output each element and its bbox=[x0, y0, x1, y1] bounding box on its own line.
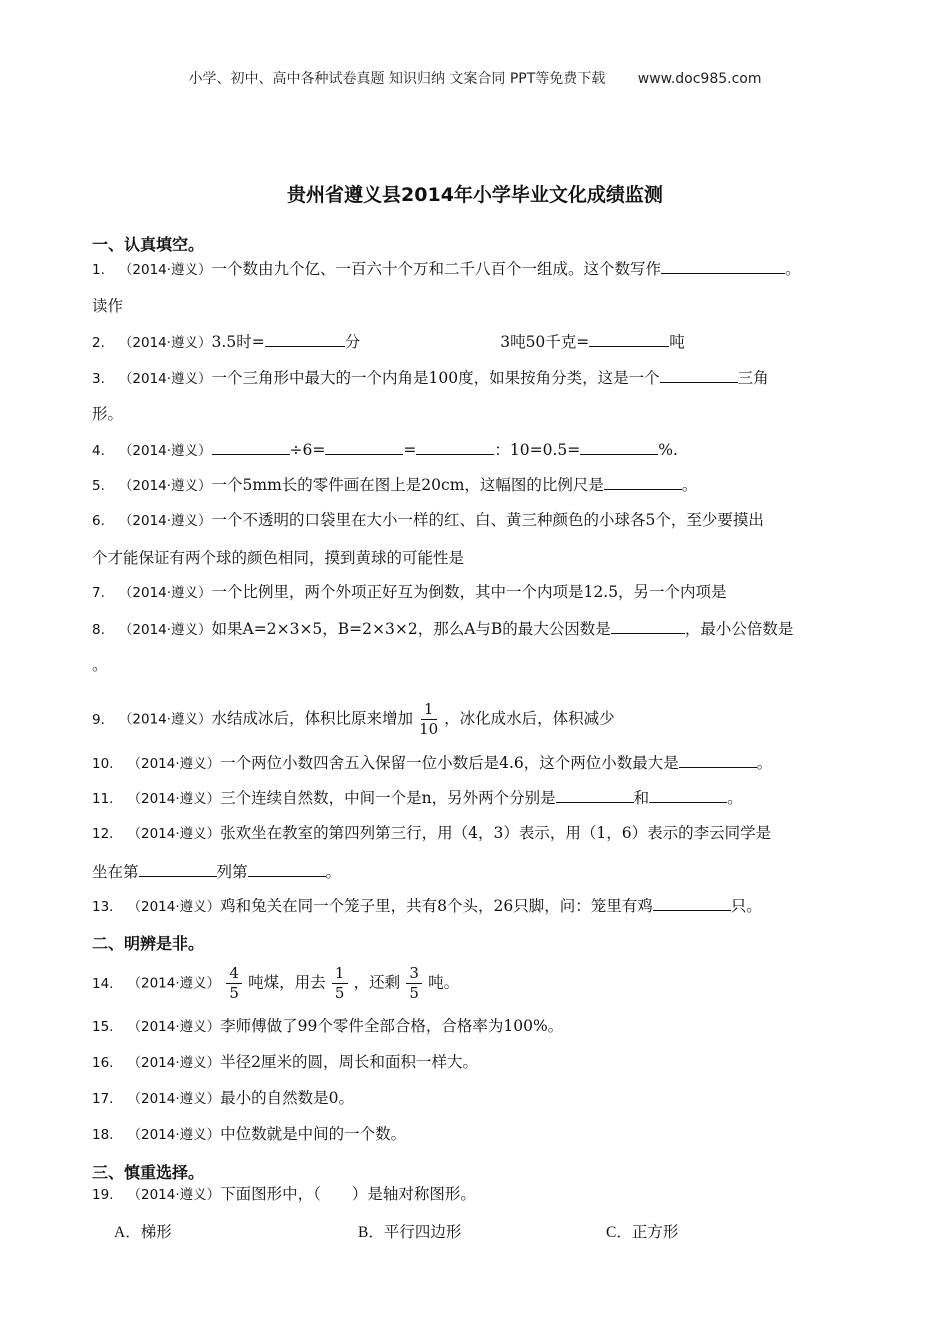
question-8-cont: 。 bbox=[92, 656, 108, 674]
question-source: （2014·遵义） bbox=[118, 335, 212, 351]
question-12: 12. （2014·遵义）张欢坐在教室的第四列第三行，用（4，3）表示，用（1，6）表示的李云同学是 bbox=[92, 824, 772, 842]
question-number: 14. bbox=[92, 975, 114, 992]
header-text: 小学、初中、高中各种试卷真题 知识归纳 文案合同 PPT等免费下载 bbox=[188, 71, 606, 87]
question-source: （2014·遵义） bbox=[118, 622, 212, 638]
answer-blank[interactable] bbox=[660, 365, 738, 383]
question-number: 12. bbox=[92, 826, 114, 842]
question-5: 5. （2014·遵义）一个5mm长的零件画在图上是20cm，这幅图的比例尺是 。 bbox=[92, 472, 697, 498]
answer-blank[interactable] bbox=[139, 859, 217, 877]
question-15: 15. （2014·遵义）李师傅做了99个零件全部合格，合格率为100%。 bbox=[92, 1017, 564, 1035]
answer-blank[interactable] bbox=[416, 437, 494, 455]
question-number: 9. bbox=[92, 711, 105, 728]
fraction: $\frac{1}{10}$ bbox=[419, 700, 439, 738]
question-source: （2014·遵义） bbox=[118, 443, 212, 459]
answer-blank[interactable] bbox=[589, 329, 669, 347]
question-number: 13. bbox=[92, 899, 114, 915]
section-3-heading: 三、慎重选择。 bbox=[92, 1163, 205, 1182]
question-1: 1. （2014·遵义）一个数由九个亿、一百六十个万和二千八百个一组成。这个数写作 。 bbox=[92, 256, 801, 282]
question-number: 5. bbox=[92, 478, 105, 494]
answer-blank[interactable] bbox=[248, 859, 326, 877]
question-number: 18. bbox=[92, 1127, 114, 1143]
question-number: 19. bbox=[92, 1187, 114, 1203]
answer-blank[interactable] bbox=[611, 616, 685, 634]
question-source: （2014·遵义） bbox=[118, 478, 212, 494]
question-11: 11. （2014·遵义）三个连续自然数，中间一个是n，另外两个分别是 和 。 bbox=[92, 785, 743, 811]
question-number: 11. bbox=[92, 791, 114, 807]
section-1-heading: 一、认真填空。 bbox=[92, 235, 205, 254]
fraction: $\frac{1}{5}$ bbox=[332, 964, 348, 1003]
question-source: （2014·遵义） bbox=[127, 1091, 221, 1107]
question-source: （2014·遵义） bbox=[127, 791, 221, 807]
fraction: $\frac{3}{5}$ bbox=[406, 964, 422, 1003]
question-source: （2014·遵义） bbox=[118, 513, 212, 529]
question-number: 15. bbox=[92, 1019, 114, 1035]
page-title: 贵州省遵义县2014年小学毕业文化成绩监测 bbox=[287, 184, 663, 206]
page-header bbox=[0, 68, 950, 88]
question-number: 16. bbox=[92, 1055, 114, 1071]
option-c[interactable]: C．正方形 bbox=[606, 1223, 679, 1241]
question-19: 19. （2014·遵义）下面图形中，（ ）是轴对称图形。 bbox=[92, 1185, 476, 1203]
question-number: 2. bbox=[92, 335, 105, 351]
question-source: （2014·遵义） bbox=[127, 1019, 221, 1035]
question-number: 3. bbox=[92, 371, 105, 387]
question-source: （2014·遵义） bbox=[127, 1127, 221, 1143]
section-2-heading: 二、明辨是非。 bbox=[92, 934, 205, 953]
answer-blank[interactable] bbox=[653, 893, 731, 911]
question-source: （2014·遵义） bbox=[127, 1055, 221, 1071]
question-17: 17. （2014·遵义）最小的自然数是0。 bbox=[92, 1089, 355, 1107]
question-14: 14. （2014·遵义） $\frac{4}{5}$ 吨煤，用去 $\frac{1}{5}$ ，还剩 $\frac{3}{5}$ 吨。 bbox=[92, 964, 460, 1002]
question-source: （2014·遵义） bbox=[127, 826, 221, 842]
question-source: （2014·遵义） bbox=[118, 371, 212, 387]
question-12-cont: 坐在第 列第 。 bbox=[92, 859, 341, 884]
question-18: 18. （2014·遵义）中位数就是中间的一个数。 bbox=[92, 1125, 407, 1143]
fraction: $\frac{4}{5}$ bbox=[226, 964, 242, 1003]
question-number: 6. bbox=[92, 513, 105, 529]
answer-blank[interactable] bbox=[212, 437, 290, 455]
question-7: 7. （2014·遵义）一个比例里，两个外项正好互为倒数，其中一个内项是12.5，另一个内项是 bbox=[92, 583, 727, 601]
option-a[interactable]: A．梯形 bbox=[114, 1223, 172, 1241]
question-8: 8. （2014·遵义）如果A=2×3×5，B=2×3×2，那么A与B的最大公因数是 ，最小公倍数是 bbox=[92, 616, 793, 642]
question-3-cont: 形。 bbox=[92, 405, 124, 423]
answer-blank[interactable] bbox=[580, 437, 658, 455]
answer-blank[interactable] bbox=[556, 785, 634, 803]
answer-blank[interactable] bbox=[325, 437, 403, 455]
question-10: 10. （2014·遵义）一个两位小数四舍五入保留一位小数后是4.6，这个两位小数最大是 。 bbox=[92, 750, 772, 776]
question-source: （2014·遵义） bbox=[127, 756, 221, 772]
question-number: 10. bbox=[92, 756, 114, 772]
question-9: 9. （2014·遵义）水结成冰后，体积比原来增加 $\frac{1}{10}$ ，冰化成水后，体积减少 bbox=[92, 700, 615, 738]
question-3: 3. （2014·遵义）一个三角形中最大的一个内角是100度，如果按角分类，这是一个 三角 bbox=[92, 365, 769, 391]
question-source: （2014·遵义） bbox=[118, 585, 212, 601]
question-source: （2014·遵义） bbox=[127, 899, 221, 915]
question-number: 1. bbox=[92, 262, 105, 278]
question-16: 16. （2014·遵义）半径2厘米的圆，周长和面积一样大。 bbox=[92, 1053, 479, 1071]
answer-blank[interactable] bbox=[661, 256, 785, 274]
header-url[interactable]: www.doc985.com bbox=[637, 71, 762, 87]
answer-blank[interactable] bbox=[649, 785, 727, 803]
question-number: 4. bbox=[92, 443, 105, 459]
question-4: 4. （2014·遵义） ÷6= = ：10=0.5= %. bbox=[92, 437, 678, 463]
option-b[interactable]: B．平行四边形 bbox=[358, 1223, 462, 1241]
question-2: 2. （2014·遵义）3.5时= 分 3吨50千克= 吨 bbox=[92, 329, 685, 355]
question-source: （2014·遵义） bbox=[127, 1187, 221, 1203]
answer-blank[interactable] bbox=[265, 329, 345, 347]
question-number: 8. bbox=[92, 622, 105, 638]
question-6: 6. （2014·遵义）一个不透明的口袋里在大小一样的红、白、黄三种颜色的小球各5个，至少要摸出 bbox=[92, 511, 764, 529]
question-number: 7. bbox=[92, 585, 105, 601]
question-source: （2014·遵义） bbox=[118, 711, 212, 728]
answer-blank[interactable] bbox=[679, 750, 757, 768]
question-1-cont: 读作 bbox=[92, 297, 124, 315]
question-number: 17. bbox=[92, 1091, 114, 1107]
question-13: 13. （2014·遵义）鸡和兔关在同一个笼子里，共有8个头，26只脚，问：笼里有鸡 只。 bbox=[92, 893, 762, 919]
question-6-cont: 个才能保证有两个球的颜色相同，摸到黄球的可能性是 bbox=[92, 549, 465, 567]
question-source: （2014·遵义） bbox=[127, 975, 221, 992]
question-source: （2014·遵义） bbox=[118, 262, 212, 278]
answer-blank[interactable] bbox=[604, 472, 682, 490]
